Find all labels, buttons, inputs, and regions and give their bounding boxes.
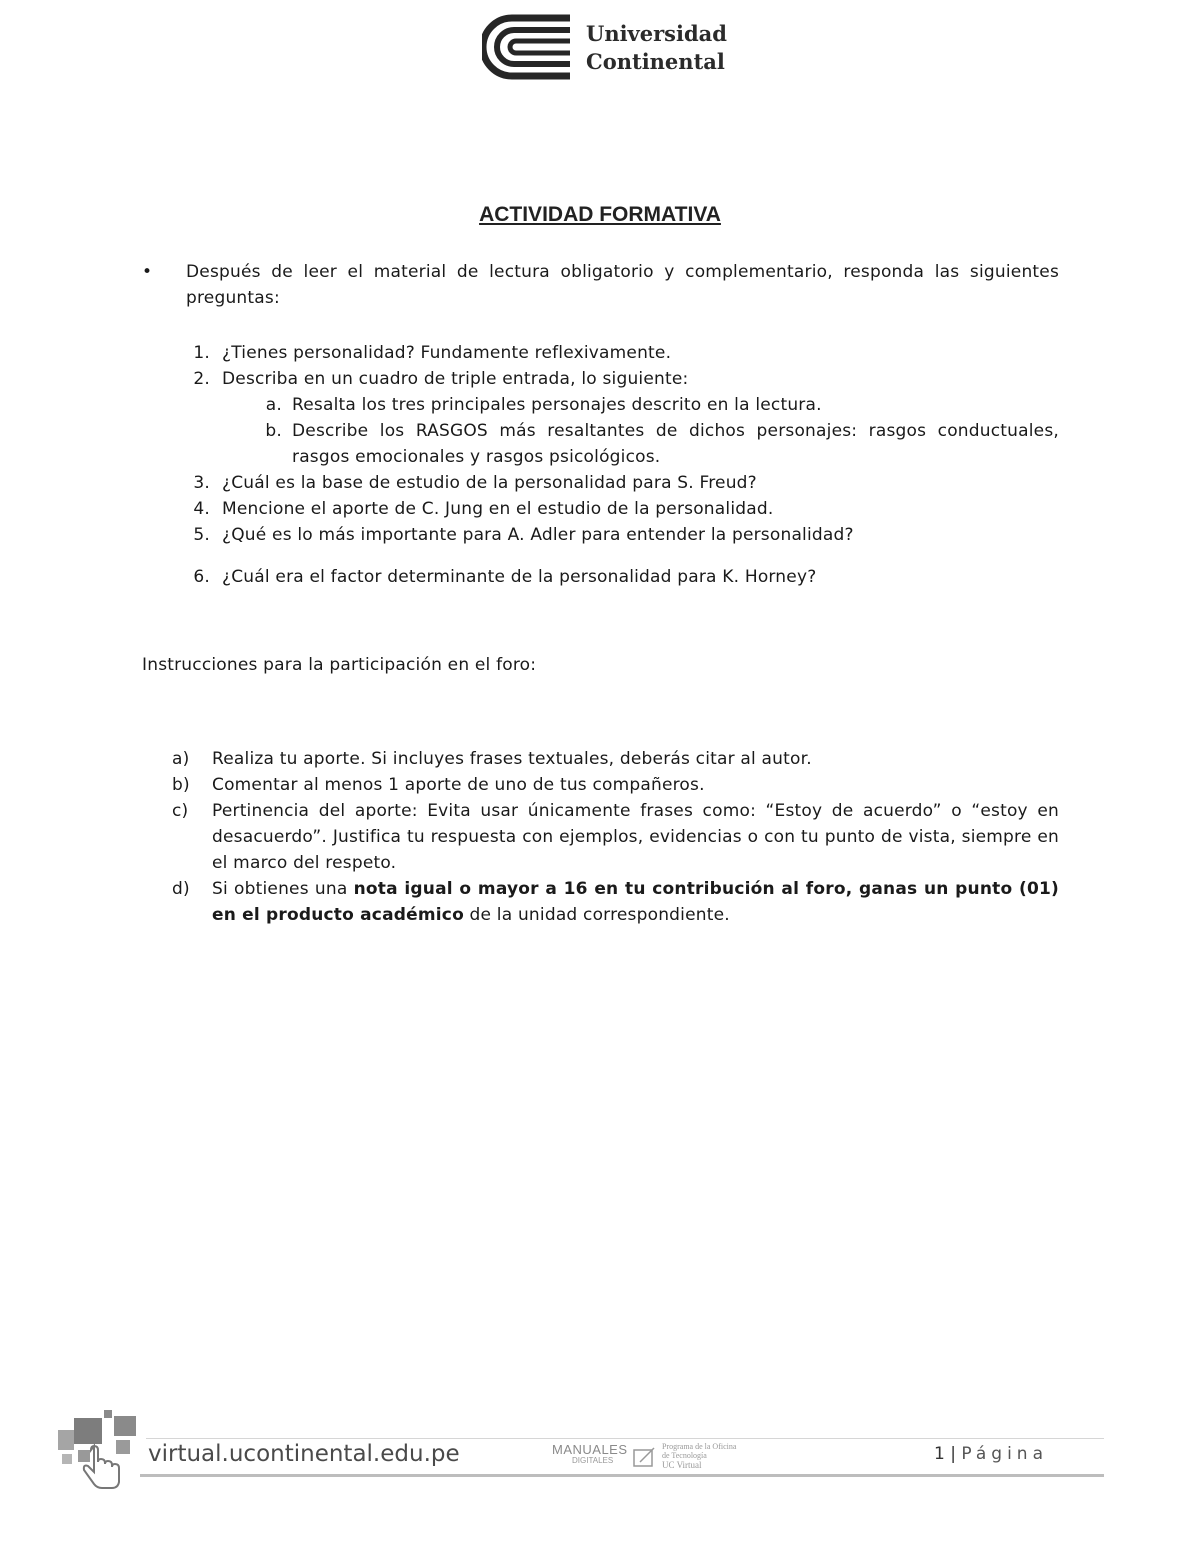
- rule-text: Comentar al menos 1 aporte de uno de tus compañeros.: [212, 775, 705, 795]
- question-text: Describa en un cuadro de triple entrada, lo siguiente:: [222, 369, 689, 389]
- manuales-note-3: UC Virtual: [662, 1460, 702, 1470]
- sub-question-item: [252, 392, 1059, 418]
- intro-paragraph: [142, 259, 1059, 311]
- rule-letter: a): [172, 749, 190, 769]
- bullet-icon: •: [142, 262, 153, 282]
- page-label: Página: [961, 1444, 1048, 1464]
- sub-question-letter: a.: [265, 395, 282, 415]
- page-separator: |: [950, 1444, 956, 1464]
- sub-question-letter: b.: [265, 421, 282, 441]
- question-item: [180, 496, 1059, 522]
- question-item: [180, 522, 1059, 548]
- rule-letter: b): [172, 775, 190, 795]
- rule-item: [172, 772, 1059, 798]
- logo-line-2: Continental: [586, 49, 725, 74]
- manuales-line-2: DIGITALES: [572, 1456, 614, 1465]
- page-number: [934, 1444, 1048, 1464]
- sub-question-text: Resalta los tres principales personajes descrito en la lectura.: [292, 395, 822, 415]
- question-number: 4.: [193, 499, 210, 519]
- instructions-heading: Instrucciones para la participación en el foro:: [142, 655, 537, 675]
- click-hand-icon: [56, 1406, 146, 1496]
- question-number: 6.: [193, 567, 210, 587]
- manuales-line-1: MANUALES: [552, 1442, 628, 1457]
- rule-text: Realiza tu aporte. Si incluyes frases textuales, deberás citar al autor.: [212, 749, 812, 769]
- question-item: [180, 340, 1059, 366]
- page-number-value: 1: [934, 1444, 945, 1464]
- question-text: ¿Tienes personalidad? Fundamente reflexivamente.: [222, 343, 672, 363]
- rule-item: [172, 876, 1059, 928]
- question-list: [180, 340, 1059, 590]
- rule-text-post: de la unidad correspondiente.: [463, 905, 730, 925]
- intro-text: Después de leer el material de lectura obligatorio y complementario, responda las siguientes preguntas:: [186, 262, 1059, 308]
- manuales-book-icon: [632, 1444, 658, 1470]
- rules-list: [172, 746, 1059, 928]
- rule-letter: d): [172, 879, 190, 899]
- question-text: Mencione el aporte de C. Jung en el estudio de la personalidad.: [222, 499, 774, 519]
- footer-divider: [140, 1474, 1104, 1477]
- continental-c-icon: [482, 14, 576, 80]
- logo-text: [586, 20, 727, 76]
- sub-question-text: Describe los RASGOS más resaltantes de dichos personajes: rasgos conductuales, rasgos emocionales y rasgos psicológicos.: [292, 421, 1059, 467]
- footer-thin-divider: [146, 1438, 1104, 1439]
- manuales-note-1: Programa de la Oficina: [662, 1442, 737, 1451]
- spacer: [180, 548, 1059, 564]
- rule-item: [172, 746, 1059, 772]
- rule-text-bold: nota igual o mayor a 16 en tu contribución al foro, ganas un punto (01) en el producto académico: [212, 879, 1059, 925]
- question-item: [180, 366, 1059, 392]
- rule-item: [172, 798, 1059, 876]
- rule-text-pre: Si obtienes una: [212, 879, 354, 899]
- question-number: 3.: [193, 473, 210, 493]
- rule-text: [212, 876, 1059, 928]
- page-footer: [0, 1400, 1200, 1520]
- question-number: 1.: [193, 343, 210, 363]
- question-text: ¿Cuál era el factor determinante de la personalidad para K. Horney?: [222, 567, 817, 587]
- question-item: [180, 470, 1059, 496]
- question-number: 5.: [193, 525, 210, 545]
- document-title: ACTIVIDAD FORMATIVA: [479, 203, 721, 226]
- university-logo: [482, 14, 727, 80]
- question-number: 2.: [193, 369, 210, 389]
- manuales-note-2: de Tecnología: [662, 1451, 707, 1460]
- question-text: ¿Qué es lo más importante para A. Adler para entender la personalidad?: [222, 525, 854, 545]
- footer-url: virtual.ucontinental.edu.pe: [148, 1441, 460, 1467]
- rule-text: Pertinencia del aporte: Evita usar únicamente frases como: “Estoy de acuerdo” o “estoy en desacuerdo”. Justifica tu respuesta con ejemplos, evidencias o con tu punto de vista, siempre en el marco del respeto.: [212, 801, 1059, 873]
- question-text: ¿Cuál es la base de estudio de la personalidad para S. Freud?: [222, 473, 757, 493]
- logo-line-1: Universidad: [586, 21, 727, 46]
- manuales-digitales-logo: [552, 1442, 752, 1476]
- sub-question-item: [252, 418, 1059, 470]
- rule-letter: c): [172, 801, 189, 821]
- question-item: [180, 564, 1059, 590]
